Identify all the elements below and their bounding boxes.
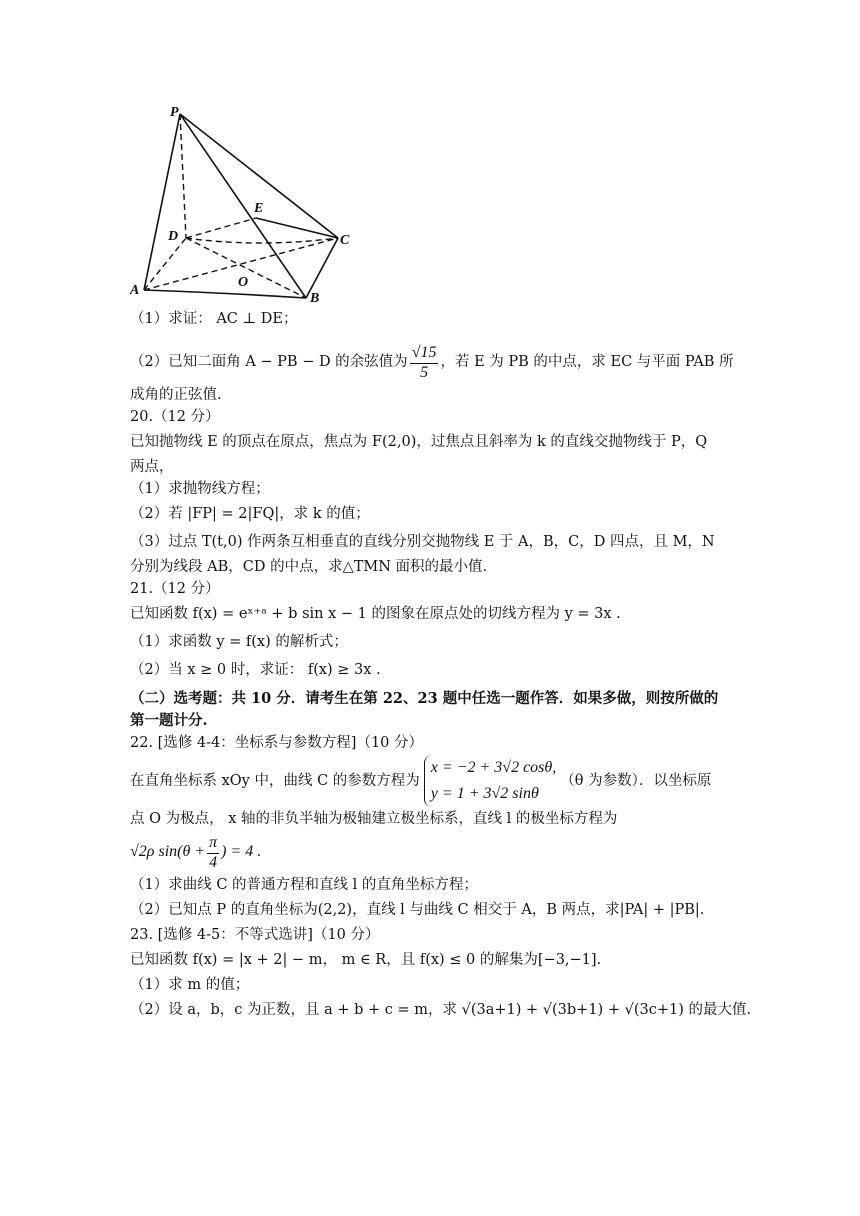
q20-part1: （1）求抛物线方程；: [130, 481, 270, 497]
question-content: [130, 308, 752, 1024]
pyramid-figure: [128, 100, 358, 310]
q22-stem-pre: 在直角坐标系 xOy 中，曲线 C 的参数方程为: [130, 773, 420, 789]
q22-part2: （2）已知点 P 的直角坐标为(2,2)，直线 l 与曲线 C 相交于 A，B 两点，求|PA| + |PB|.: [130, 902, 705, 918]
q23-part2: （2）设 a，b，c 为正数，且 a + b + c = m，求 √(3a+1) + √(3b+1) + √(3c+1) 的最大值.: [130, 1002, 752, 1018]
parametric-equations: [424, 755, 556, 807]
label-P: P: [170, 105, 179, 120]
label-A: A: [130, 283, 140, 298]
q20-stem2: 两点，: [130, 459, 174, 475]
pi-fraction: [207, 833, 219, 872]
q20-part2: （2）若 |FP| = 2|FQ|，求 k 的值；: [130, 506, 370, 522]
q22-stem: [130, 754, 734, 808]
edge-BC: [306, 238, 338, 298]
q19-part2: [130, 340, 734, 384]
elective-note-line2: 第一题计分.: [130, 712, 208, 729]
label-C: C: [340, 233, 350, 248]
q20-header: 20.（12 分）: [130, 409, 220, 425]
q22-polar: [130, 830, 734, 874]
q19-part2-post: ，若 E 为 PB 的中点，求 EC 与平面 PAB 所: [440, 354, 734, 370]
q20-part3a: （3）过点 T(t,0) 作两条互相垂直的直线分别交抛物线 E 于 A，B，C，D 四点，且 M，N: [130, 534, 715, 550]
cosine-numerator: √15: [410, 343, 439, 364]
q21-part2: （2）当 x ≥ 0 时，求证： f(x) ≥ 3x .: [130, 662, 381, 678]
label-D: D: [168, 229, 179, 244]
label-B: B: [310, 291, 320, 306]
q23-stem: 已知函数 f(x) = |x + 2| − m， m ∈ R，且 f(x) ≤ 0 的解集为[−3,−1].: [130, 952, 602, 968]
elective-note-line1: （二）选考题：共 10 分．请考生在第 22、23 题中任选一题作答．如果多做，则按所做的: [130, 690, 719, 707]
edge-AD: [144, 238, 186, 290]
q21-header: 21.（12 分）: [130, 581, 220, 597]
q23-part1: （1）求 m 的值；: [130, 977, 250, 993]
pi-numerator: π: [207, 833, 219, 854]
cosine-denominator: 5: [420, 363, 429, 381]
q19-part2-pre: （2）已知二面角 A − PB − D 的余弦值为: [130, 354, 408, 370]
pi-denominator: 4: [209, 853, 218, 871]
q22-header: 22. [选修 4-4：坐标系与参数方程]（10 分）: [130, 735, 424, 751]
param-eq-y: y = 1 + 3√2 sinθ: [430, 785, 539, 802]
cosine-fraction: [410, 343, 439, 382]
q23-header: 23. [选修 4-5：不等式选讲]（10 分）: [130, 927, 380, 943]
q20-stem1: 已知抛物线 E 的顶点在原点，焦点为 F(2,0)，过焦点且斜率为 k 的直线交抛物线于 P，Q: [130, 434, 708, 450]
edge-AB: [144, 290, 306, 298]
label-E: E: [254, 201, 264, 216]
label-O: O: [238, 275, 249, 290]
q21-part1: （1）求函数 y = f(x) 的解析式；: [130, 634, 348, 650]
param-eq-x: x = −2 + 3√2 cosθ,: [430, 759, 557, 776]
q20-part3b: 分别为线段 AB，CD 的中点，求△TMN 面积的最小值.: [130, 559, 488, 575]
edge-PA: [144, 114, 180, 290]
edge-DC: [186, 238, 338, 243]
q22-part1: （1）求曲线 C 的普通方程和直线 l 的直角坐标方程；: [130, 877, 478, 893]
q22-stem-post: （θ 为参数）．以坐标原: [560, 773, 712, 789]
polar-pre: √2ρ sin(θ +: [130, 843, 206, 860]
q22-stem2: 点 O 为极点， x 轴的非负半轴为极轴建立极坐标系，直线 l 的极坐标方程为: [130, 811, 618, 827]
edge-DE: [186, 218, 256, 238]
q19-part2-cont: 成角的正弦值.: [130, 387, 222, 403]
q19-part1: （1）求证： AC ⊥ DE；: [130, 311, 298, 327]
edge-PD: [180, 114, 186, 238]
polar-post: ) = 4 .: [221, 843, 262, 860]
edge-PB: [180, 114, 306, 298]
q21-stem: 已知函数 f(x) = eˣ⁺ᵃ + b sin x − 1 的图象在原点处的切线方程为 y = 3x .: [130, 606, 621, 622]
